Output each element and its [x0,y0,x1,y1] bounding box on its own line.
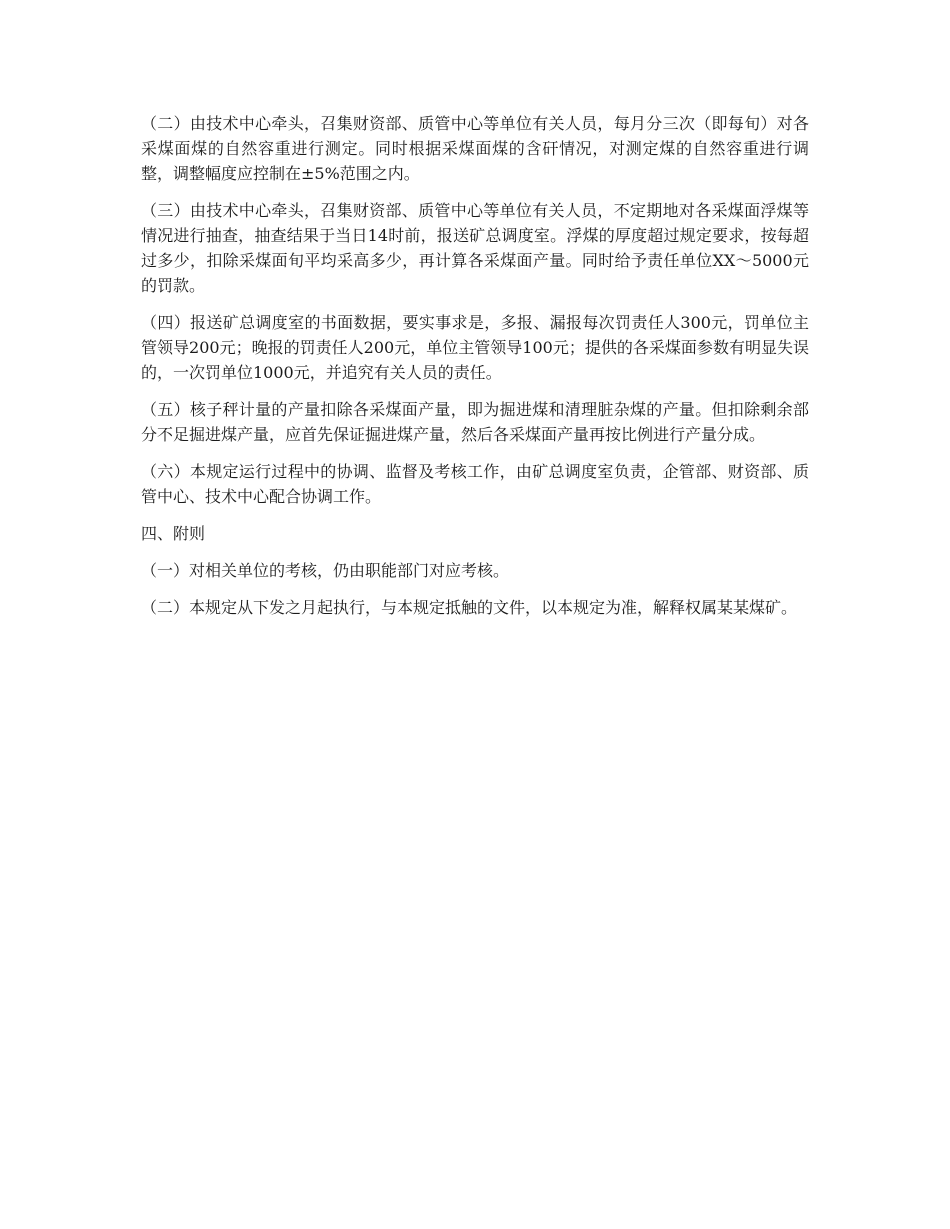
document-page [141,111,809,632]
paragraph-6-coordination: （六）本规定运行过程中的协调、监督及考核工作，由矿总调度室负责，企管部、财资部、质管中心、技术中心配合协调工作。 [141,462,809,506]
paragraph-3-float-coal-check: （三）由技术中心牵头，召集财资部、质管中心等单位有关人员，不定期地对各采煤面浮煤等情况进行抽查，抽查结果于当日14时前，报送矿总调度室。浮煤的厚度超过规定要求，按每超过多少，扣除采煤面旬平均采高多少，再计算各采煤面产量。同时给予责任单位XX～5000元的罚款。 [141,201,809,295]
paragraph-2-density-test: （二）由技术中心牵头，召集财资部、质管中心等单位有关人员，每月分三次（即每旬）对各采煤面煤的自然容重进行测定。同时根据采煤面煤的含矸情况，对测定煤的自然容重进行调整，调整幅度应控制在±5%范围之内。 [141,114,809,183]
paragraph-5-scale-output: （五）核子秤计量的产量扣除各采煤面产量，即为掘进煤和清理脏杂煤的产量。但扣除剩余部分不足掘进煤产量，应首先保证掘进煤产量，然后各采煤面产量再按比例进行产量分成。 [141,400,809,444]
paragraph-4-report-data: （四）报送矿总调度室的书面数据，要实事求是，多报、漏报每次罚责任人300元，罚单位主管领导200元；晚报的罚责任人200元，单位主管领导100元；提供的各采煤面参数有明显失误的，一次罚单位1000元，并追究有关人员的责任。 [141,313,809,382]
section-heading-appendix: 四、附则 [141,524,206,543]
appendix-paragraph-1: （一）对相关单位的考核，仍由职能部门对应考核。 [141,561,510,580]
appendix-paragraph-2: （二）本规定从下发之月起执行，与本规定抵触的文件，以本规定为准，解释权属某某煤矿。 [141,598,798,617]
